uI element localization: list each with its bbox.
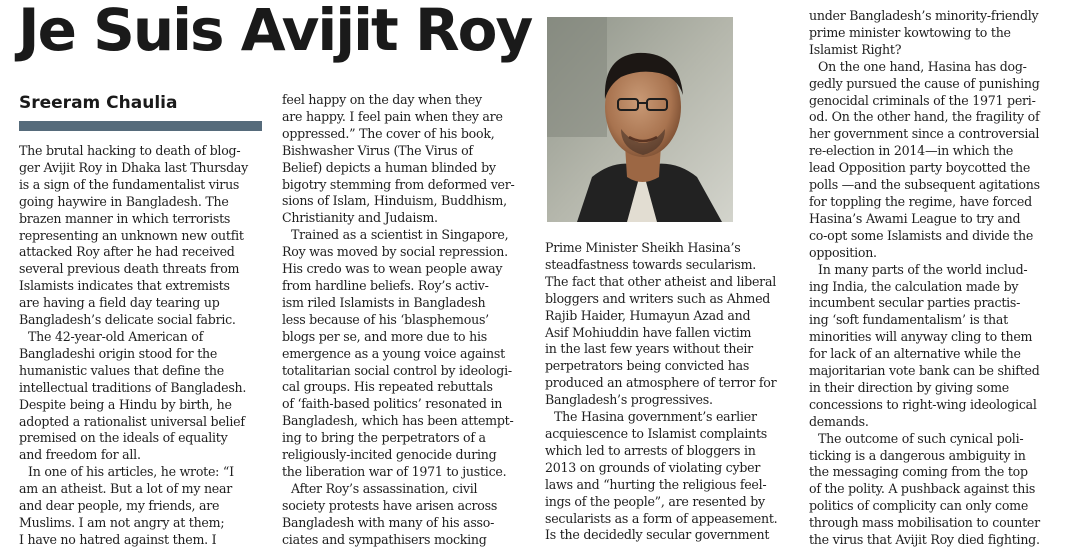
article-line: 2013 on grounds of violating cyber (545, 459, 761, 475)
article-line: genocidal criminals of the 1971 peri- (809, 92, 1036, 108)
article-line: The outcome of such cynical poli- (818, 430, 1024, 446)
article-line: Bangladeshi origin stood for the (19, 345, 218, 361)
article-line: from hardline beliefs. Roy’s activ- (282, 277, 489, 293)
article-line: attacked Roy after he had received (19, 244, 235, 260)
text-column-4 (809, 8, 1059, 549)
article-line: re-election in 2014—in which the (809, 143, 1014, 159)
article-line: which led to arrests of bloggers in (545, 442, 756, 458)
article-line: ciates and sympathisers mocking (282, 531, 487, 547)
article-line: Islamists indicates that extremists (19, 278, 230, 294)
article-line: feel happy on the day when they (282, 92, 482, 107)
article-line: intellectual traditions of Bangladesh. (19, 379, 247, 395)
article-line: Is the decidedly secular government (545, 527, 770, 543)
article-line: through mass mobilisation to counter (809, 515, 1040, 531)
article-line: incumbent secular parties practis- (809, 295, 1021, 311)
headline: Je Suis Avijit Roy (18, 0, 532, 64)
article-line: Roy was moved by social repression. (282, 244, 508, 260)
article-line: Rajib Haider, Humayun Azad and (545, 307, 751, 323)
article-line: His credo was to wean people away (282, 261, 503, 277)
article-line: Despite being a Hindu by birth, he (19, 396, 232, 412)
article-line: humanistic values that define the (19, 362, 224, 378)
article-line: Islamist Right? (809, 41, 902, 57)
article-line: concessions to right-wing ideological (809, 396, 1037, 412)
article-line: produced an atmosphere of terror for (545, 375, 777, 391)
article-line: ism riled Islamists in Bangladesh (282, 294, 486, 310)
article-line: society protests have arisen across (282, 497, 498, 513)
article-line: of the polity. A pushback against this (809, 481, 1036, 497)
article-line: in their direction by giving some (809, 379, 1009, 395)
article-line: are having a field day tearing up (19, 295, 220, 311)
article-line: and dear people, my friends, are (19, 498, 220, 514)
article-line: and freedom for all. (19, 447, 141, 463)
article-line: ing India, the calculation made by (809, 278, 1019, 294)
article-line: politics of complicity can only come (809, 498, 1029, 514)
article-line: several previous death threats from (19, 261, 240, 277)
article-line: Asif Mohiuddin have fallen victim (545, 324, 752, 340)
article-line: ger Avijit Roy in Dhaka last Thursday (19, 159, 249, 175)
article-line: The fact that other atheist and liberal (545, 273, 776, 289)
article-line: steadfastness towards secularism. (545, 256, 757, 272)
article-line: Prime Minister Sheikh Hasina’s (545, 240, 741, 255)
article-line: premised on the ideals of equality (19, 430, 228, 446)
article-line: Bishwasher Virus (The Virus of (282, 142, 473, 158)
article-line: going haywire in Bangladesh. The (19, 193, 229, 209)
article-line: The brutal hacking to death of blog- (19, 143, 241, 158)
article-line: Muslims. I am not angry at them; (19, 514, 225, 530)
article-line: of ‘faith-based politics’ resonated in (282, 396, 503, 412)
article-line: ing ‘soft fundamentalism’ is that (809, 312, 1008, 328)
article-line: ings of the people”, are resented by (545, 493, 765, 509)
article-line: The Hasina government’s earlier (554, 409, 757, 425)
article-line: minorities will anyway cling to them (809, 329, 1033, 345)
article-line: perpetrators being convicted has (545, 358, 750, 374)
article-line: emergence as a young voice against (282, 345, 505, 361)
article-line: Christianity and Judaism. (282, 210, 438, 226)
article-line: am an atheist. But a lot of my near (19, 481, 233, 497)
article-line: oppressed.” The cover of his book, (282, 125, 495, 141)
article-line: cal groups. His repeated rebuttals (282, 379, 493, 395)
article-line: Bangladesh’s progressives. (545, 392, 713, 408)
article-line: her government since a controversial (809, 126, 1040, 142)
article-line: I have no hatred against them. I (19, 531, 217, 547)
article-line: bloggers and writers such as Ahmed (545, 290, 771, 306)
article-line: less because of his ‘blasphemous’ (282, 311, 489, 327)
article-line: Trained as a scientist in Singapore, (291, 227, 509, 243)
article-line: representing an unknown new outfit (19, 227, 244, 243)
article-line: In many parts of the world includ- (818, 261, 1028, 277)
article-line: secularists as a form of appeasement. (545, 510, 778, 526)
article-line: laws and “hurting the religious feel- (545, 476, 767, 492)
article-line: for toppling the regime, have forced (809, 193, 1032, 209)
author-photo (547, 17, 733, 222)
article-line: After Roy’s assassination, civil (291, 480, 478, 496)
article-line: Bangladesh with many of his asso- (282, 514, 495, 530)
article-line: is a sign of the fundamentalist virus (19, 176, 240, 192)
article-line: the virus that Avijit Roy died fighting. (809, 532, 1040, 548)
article-line: ticking is a dangerous ambiguity in (809, 447, 1026, 463)
article-line: the liberation war of 1971 to justice. (282, 463, 507, 479)
article-line: majoritarian vote bank can be shifted (809, 363, 1040, 379)
article-line: od. On the other hand, the fragility of (809, 109, 1040, 125)
text-column-2 (282, 92, 532, 548)
article-line: co-opt some Islamists and divide the (809, 227, 1034, 243)
article-line: bigotry stemming from deformed ver- (282, 176, 515, 192)
article-line: sions of Islam, Hinduism, Buddhism, (282, 193, 507, 209)
text-column-1 (19, 143, 269, 549)
article-line: acquiescence to Islamist complaints (545, 425, 768, 441)
article-line: opposition. (809, 244, 877, 260)
article-line: On the one hand, Hasina has dog- (818, 58, 1027, 74)
text-column-3 (545, 240, 795, 544)
byline: Sreeram Chaulia (19, 93, 178, 113)
article-line: In one of his articles, he wrote: “I (28, 464, 234, 480)
article-line: totalitarian social control by ideologi- (282, 362, 512, 378)
article-line: adopted a rationalist universal belief (19, 413, 245, 429)
article-line: demands. (809, 413, 869, 429)
article-line: Bangladesh’s delicate social fabric. (19, 312, 236, 328)
article-line: gedly pursued the cause of punishing (809, 75, 1040, 91)
article-line: under Bangladesh’s minority-friendly (809, 8, 1039, 23)
article-line: brazen manner in which terrorists (19, 210, 231, 226)
article-line: blogs per se, and more due to his (282, 328, 487, 344)
article-line: Belief) depicts a human blinded by (282, 159, 496, 175)
article-line: in the last few years without their (545, 341, 753, 357)
article-line: lead Opposition party boycotted the (809, 160, 1031, 176)
byline-rule (19, 121, 262, 131)
article-line: Bangladesh, which has been attempt- (282, 413, 514, 429)
article-line: for lack of an alternative while the (809, 346, 1021, 362)
article-line: ing to bring the perpetrators of a (282, 430, 486, 446)
article-line: polls —and the subsequent agitations (809, 177, 1040, 193)
article-line: Hasina’s Awami League to try and (809, 210, 1021, 226)
article-line: are happy. I feel pain when they are (282, 108, 503, 124)
article-line: the messaging coming from the top (809, 464, 1028, 480)
article-line: religiously-incited genocide during (282, 447, 497, 463)
article-line: prime minister kowtowing to the (809, 24, 1011, 40)
portrait-image (547, 17, 733, 222)
article-line: The 42-year-old American of (28, 328, 203, 344)
